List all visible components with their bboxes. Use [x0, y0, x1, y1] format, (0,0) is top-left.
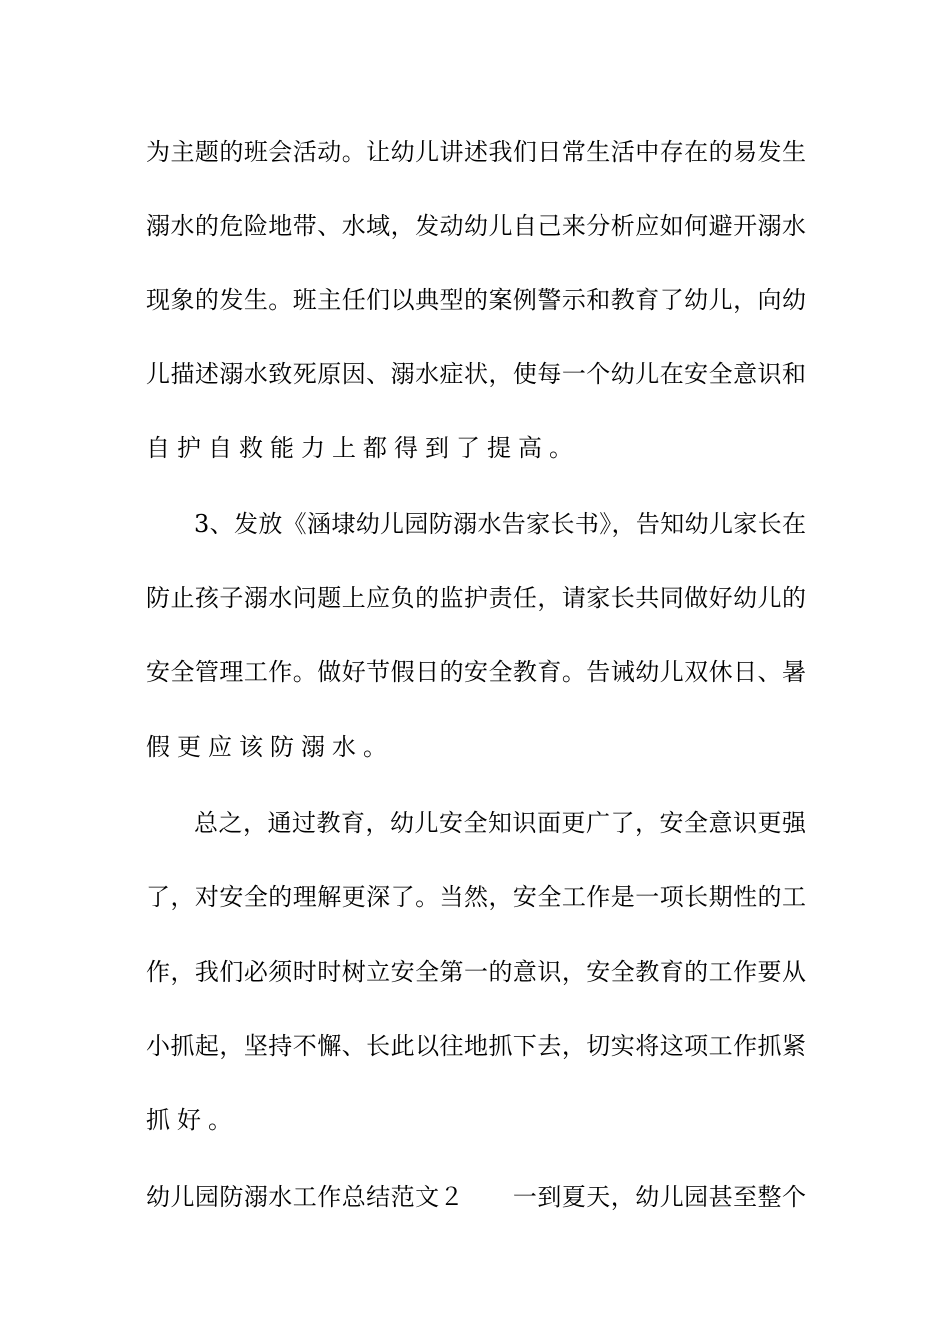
paragraph-line: 安全管理工作。做好节假日的安全教育。告诫幼儿双休日、暑	[146, 658, 806, 686]
paragraph-line: 溺水的危险地带、水域，发动幼儿自己来分析应如何避开溺水	[146, 212, 806, 240]
paragraph-line: 假更应该防溺水。	[146, 733, 394, 761]
paragraph-line: 小抓起，坚持不懈、长此以往地抓下去，切实将这项工作抓紧	[146, 1032, 806, 1060]
paragraph-line: 了，对安全的理解更深了。当然，安全工作是一项长期性的工	[146, 883, 806, 911]
paragraph-line: 自护自救能力上都得到了提高。	[146, 434, 580, 462]
paragraph-line: 现象的发生。班主任们以典型的案例警示和教育了幼儿，向幼	[146, 286, 806, 314]
paragraph-line: 防止孩子溺水问题上应负的监护责任，请家长共同做好幼儿的	[146, 584, 806, 612]
paragraph-line: 为主题的班会活动。让幼儿讲述我们日常生活中存在的易发生	[146, 138, 806, 166]
paragraph-line: 儿描述溺水致死原因、溺水症状，使每一个幼儿在安全意识和	[146, 360, 806, 388]
paragraph-line: 抓好。	[146, 1106, 239, 1134]
paragraph-line: 3、发放《涵埭幼儿园防溺水告家长书》，告知幼儿家长在	[194, 510, 806, 538]
paragraph-line: 总之，通过教育，幼儿安全知识面更广了，安全意识更强	[194, 809, 806, 837]
section-heading-line: 幼儿园防溺水工作总结范文２ 一到夏天，幼儿园甚至整个	[146, 1183, 806, 1211]
paragraph-line: 作，我们必须时时树立安全第一的意识，安全教育的工作要从	[146, 958, 806, 986]
